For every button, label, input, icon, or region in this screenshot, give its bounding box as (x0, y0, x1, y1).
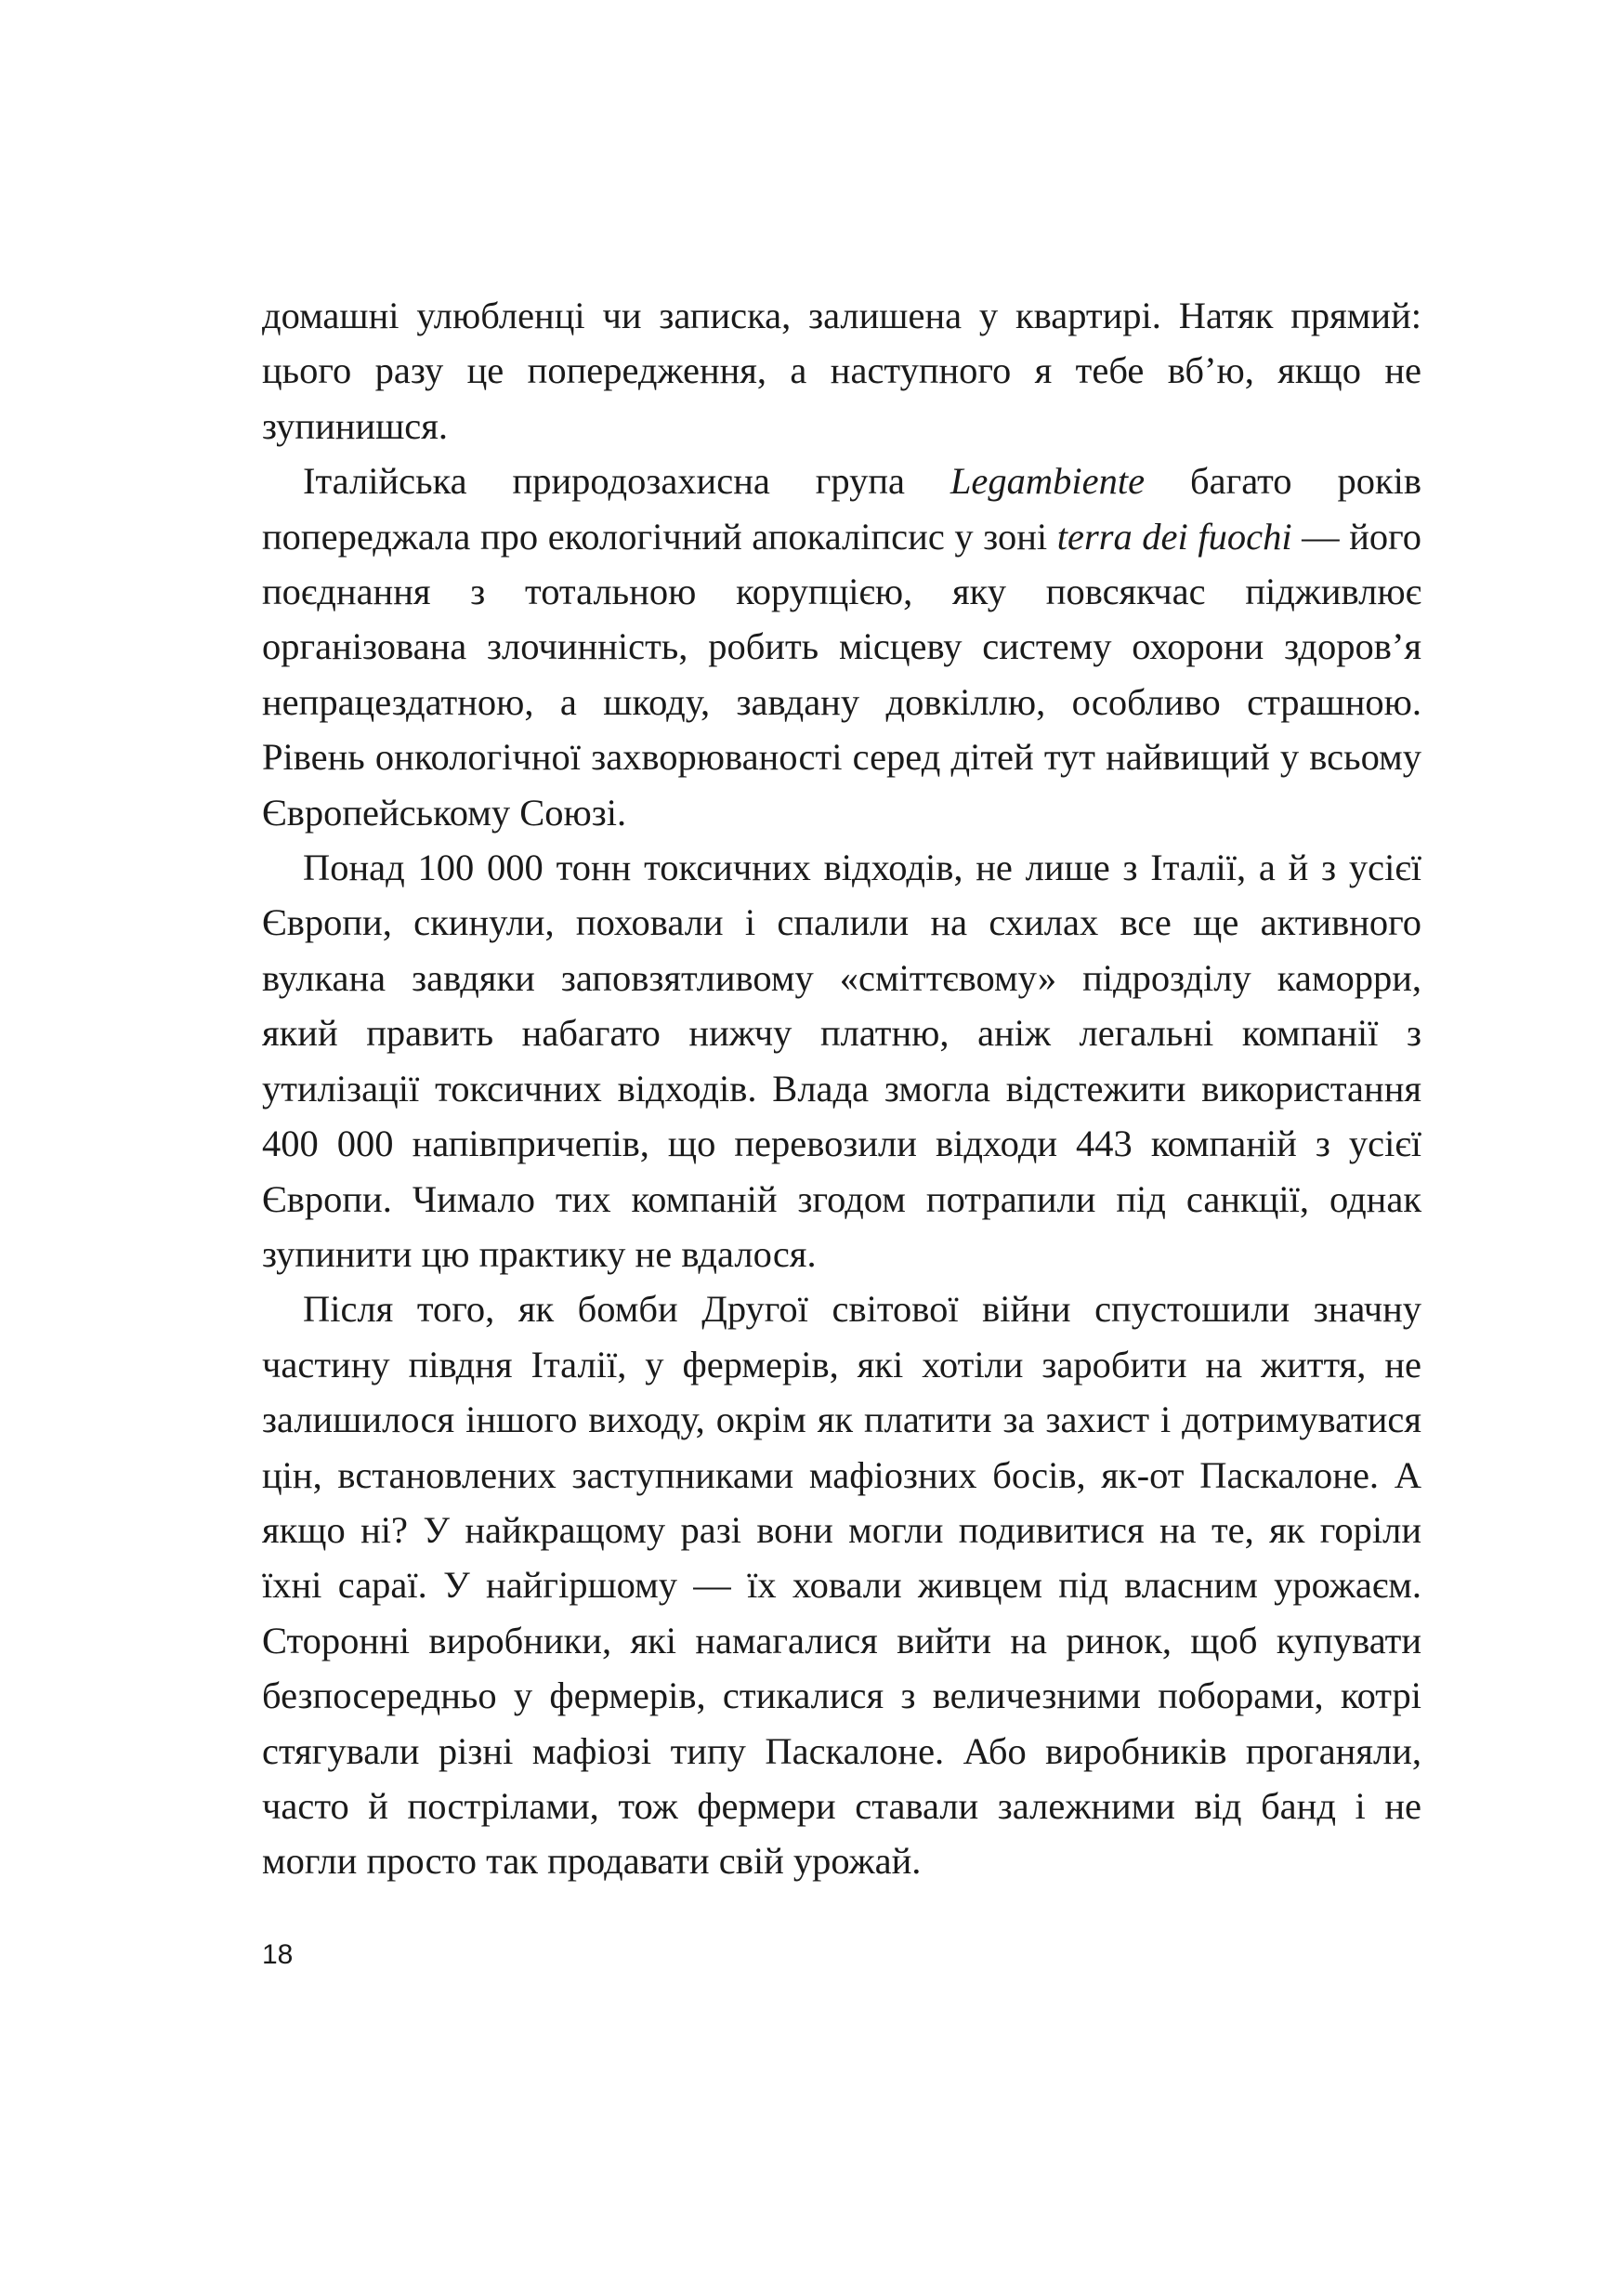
paragraph-2-text-c: — його поєднання з тотальною корупцією, яку повсякчас підживлює організована злочинність, робить місцеву систему охорони здоров’я непрацездатною, а шкоду, завдану довкіллю, особливо страшною. Рівень онкологічної захворюваності серед дітей тут найвищий у всьому Європейському Союзі. (262, 515, 1421, 834)
paragraph-2-text-a: Італійська природозахисна група (303, 460, 950, 503)
page-number: 18 (262, 1939, 294, 1970)
paragraph-3 (262, 840, 1421, 1281)
italic-term-legambiente: Legambiente (950, 460, 1146, 503)
paragraph-2-text-b: багато років попереджала про екологічний апокаліпсис у зоні (262, 460, 1422, 558)
paragraph-3-text: Понад 100 000 тонн токсичних відходів, не лише з Італії, а й з усієї Європи, скинули, поховали і спалили на схилах все ще активного вулкана завдяки заповзятливому «сміттєвому» підрозділу каморри, який править набагато нижчу платню, аніж легальні компанії з утилізації токсичних відходів. Влада змогла відстежити використання 400 000 напівпричепів, що перевозили відходи 443 компаній з усієї Європи. Чимало тих компаній згодом потрапили під санкції, однак зупинити цю практику не вдалося. (262, 847, 1421, 1275)
paragraph-2 (262, 453, 1421, 840)
body-text (262, 288, 1421, 1889)
paragraph-4 (262, 1281, 1421, 1888)
paragraph-1 (262, 288, 1421, 453)
paragraph-4-text: Після того, як бомби Другої світової війни спустошили значну частину півдня Італії, у фермерів, які хотіли заробити на життя, не залишилося іншого виходу, окрім як платити за захист і дотримуватися цін, встановлених заступниками мафіозних босів, як-от Паскалоне. А якщо ні? У найкращому разі вони могли подивитися на те, як горіли їхні сараї. У найгіршому — їх ховали живцем під власним урожаєм. Сторонні виробники, які намагалися вийти на ринок, щоб купувати безпосередньо у фермерів, стикалися з величезними поборами, котрі стягували різні мафіозі типу Паскалоне. Або виробників проганяли, часто й пострілами, тож фермери ставали залежними від банд і не могли просто так продавати свій урожай. (262, 1288, 1421, 1883)
italic-term-terra-dei-fuochi: terra dei fuochi (1056, 515, 1292, 558)
paragraph-1-text: домашні улюбленці чи записка, залишена у квартирі. Натяк прямий: цього разу це попередження, а наступного я тебе вб’ю, якщо не зупинишся. (262, 295, 1421, 447)
